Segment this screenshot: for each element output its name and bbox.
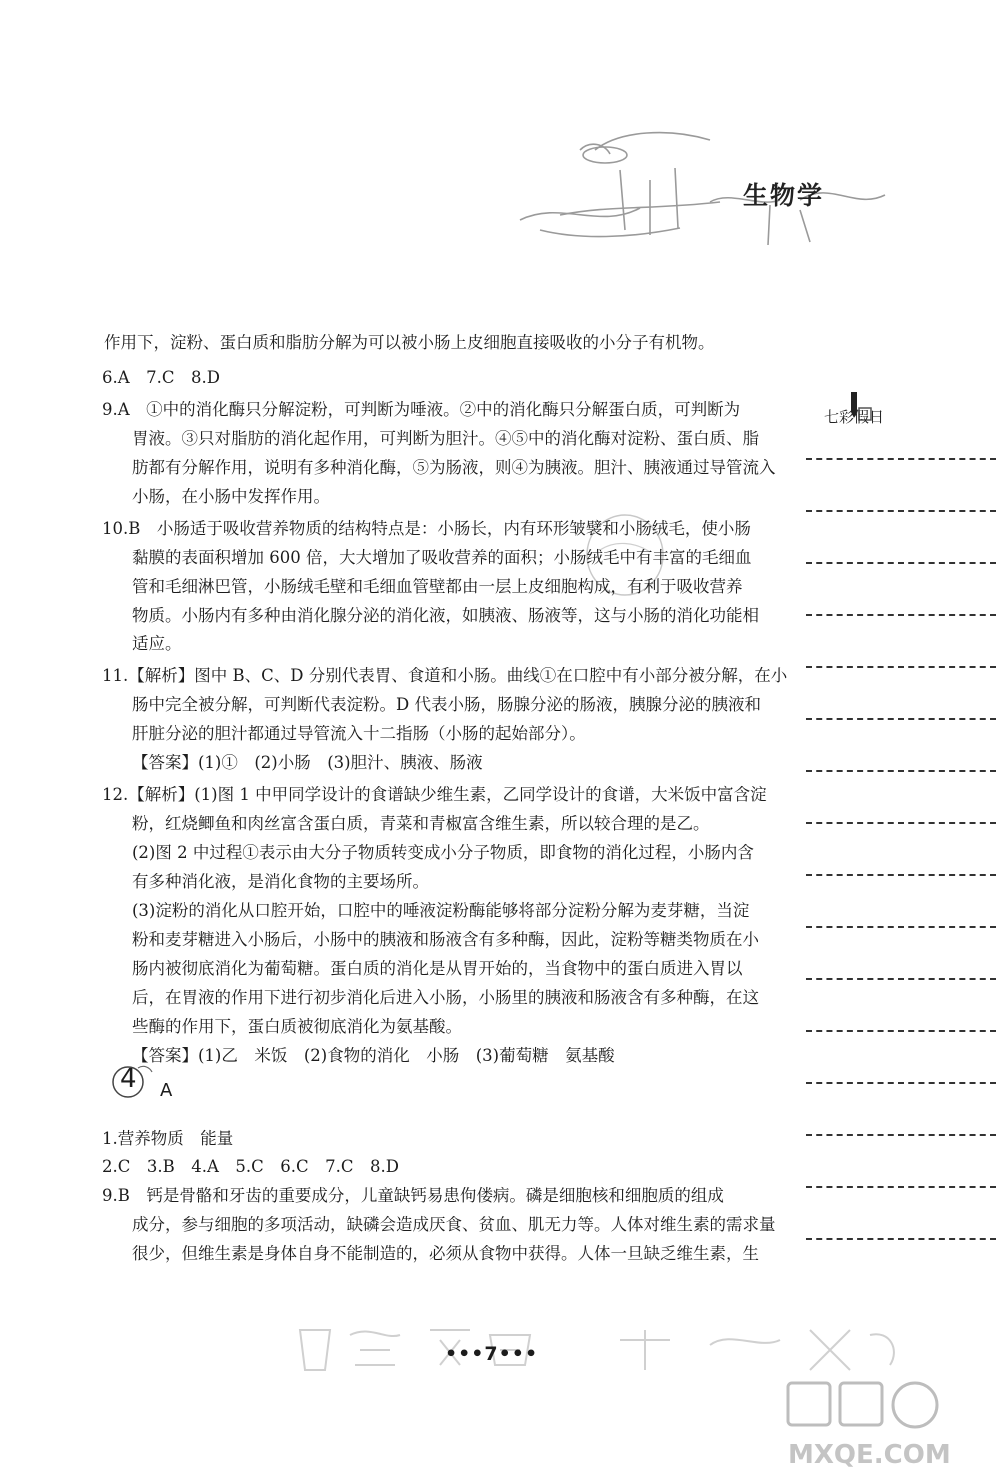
sidebar-label: 七彩假日 — [824, 408, 885, 426]
text-line: 肠中完全被分解，可判断代表淀粉。D 代表小肠，肠腺分泌的肠液，胰腺分泌的胰液和 — [132, 695, 761, 714]
note-line — [806, 1134, 996, 1136]
note-line — [806, 874, 996, 876]
text-line: 9.A ①中的消化酶只分解淀粉，可判断为唾液。②中的消化酶只分解蛋白质，可判断为 — [102, 400, 741, 419]
text-line: 11.【解析】图中 B、C、D 分别代表胃、食道和小肠。曲线①在口腔中有小部分被分解，在小 — [102, 666, 788, 685]
note-line — [806, 978, 996, 980]
note-line — [806, 614, 996, 616]
text-line: 1.营养物质 能量 — [102, 1129, 234, 1148]
header-decoration — [500, 110, 890, 260]
text-line: 肠内被彻底消化为葡萄糖。蛋白质的消化是从胃开始的，当食物中的蛋白质进入胃以 — [132, 959, 743, 978]
text-line: (3)淀粉的消化从口腔开始，口腔中的唾液淀粉酶能够将部分淀粉分解为麦芽糖，当淀 — [132, 901, 750, 920]
text-line: 黏膜的表面积增加 600 倍，大大增加了吸收营养的面积；小肠绒毛中有丰富的毛细血 — [132, 548, 752, 567]
text-line: 肝脏分泌的胆汁都通过导管流入十二指肠（小肠的起始部分）。 — [132, 724, 586, 743]
note-line — [806, 1030, 996, 1032]
note-line — [806, 1186, 996, 1188]
text-line: 粉和麦芽糖进入小肠后，小肠中的胰液和肠液含有多种酶，因此，淀粉等糖类物质在小 — [132, 930, 759, 949]
text-line: 成分，参与细胞的多项活动，缺磷会造成厌食、贫血、肌无力等。人体对维生素的需求量 — [132, 1215, 776, 1234]
note-line — [806, 822, 996, 824]
page-number: •••7••• — [445, 1343, 539, 1365]
subject-title: 生物学 — [743, 181, 825, 210]
note-line — [806, 510, 996, 512]
text-line: 小肠，在小肠中发挥作用。 — [132, 487, 330, 506]
section-number: 4 — [120, 1064, 137, 1094]
text-line: 【答案】(1)① (2)小肠 (3)胆汁、胰液、肠液 — [132, 753, 483, 772]
text-line: 管和毛细淋巴管，小肠绒毛壁和毛细血管壁都由一层上皮细胞构成，有利于吸收营养 — [132, 577, 743, 596]
text-line: 很少，但维生素是身体自身不能制造的，必须从食物中获得。人体一旦缺乏维生素，生 — [132, 1244, 759, 1263]
note-line — [806, 770, 996, 772]
text-line: 作用下，淀粉、蛋白质和脂肪分解为可以被小肠上皮细胞直接吸收的小分子有机物。 — [104, 333, 715, 352]
note-line — [806, 718, 996, 720]
text-line: 2.C 3.B 4.A 5.C 6.C 7.C 8.D — [102, 1157, 399, 1176]
note-line — [806, 562, 996, 564]
text-line: 适应。 — [132, 634, 182, 653]
text-line: 10.B 小肠适于吸收营养物质的结构特点是：小肠长，内有环形皱襞和小肠绒毛，使小肠 — [102, 519, 751, 538]
text-line: 胃液。③只对脂肪的消化起作用，可判断为胆汁。④⑤中的消化酶对淀粉、蛋白质、脂 — [132, 429, 759, 448]
text-line: 些酶的作用下，蛋白质被彻底消化为氨基酸。 — [132, 1017, 462, 1036]
text-line: 6.A 7.C 8.D — [102, 368, 220, 387]
section-letter: A — [160, 1080, 173, 1101]
text-line: 12.【解析】(1)图 1 中甲同学设计的食谱缺少维生素，乙同学设计的食谱，大米饭中富含淀 — [102, 785, 767, 804]
text-line: 有多种消化液，是消化食物的主要场所。 — [132, 872, 429, 891]
text-line: 肪都有分解作用，说明有多种消化酶，⑤为肠液，则④为胰液。胆汁、胰液通过导管流入 — [132, 458, 776, 477]
text-line: 【答案】(1)乙 米饭 (2)食物的消化 小肠 (3)葡萄糖 氨基酸 — [132, 1046, 615, 1065]
text-line: 后，在胃液的作用下进行初步消化后进入小肠，小肠里的胰液和肠液含有多种酶，在这 — [132, 988, 759, 1007]
note-line — [806, 1082, 996, 1084]
note-line — [806, 666, 996, 668]
text-line: 9.B 钙是骨骼和牙齿的重要成分，儿童缺钙易患佝偻病。磷是细胞核和细胞质的组成 — [102, 1186, 724, 1205]
note-line — [806, 1238, 996, 1240]
text-line: 物质。小肠内有多种由消化腺分泌的消化液，如胰液、肠液等，这与小肠的消化功能相 — [132, 606, 759, 625]
watermark-logo — [780, 1375, 985, 1470]
note-line — [806, 458, 996, 460]
note-line — [806, 926, 996, 928]
svg-text:MXQE.COM: MXQE.COM — [788, 1440, 951, 1470]
text-line: (2)图 2 中过程①表示由大分子物质转变成小分子物质，即食物的消化过程，小肠内含 — [132, 843, 754, 862]
text-line: 粉，红烧鲫鱼和肉丝富含蛋白质，青菜和青椒富含维生素，所以较合理的是乙。 — [132, 814, 710, 833]
